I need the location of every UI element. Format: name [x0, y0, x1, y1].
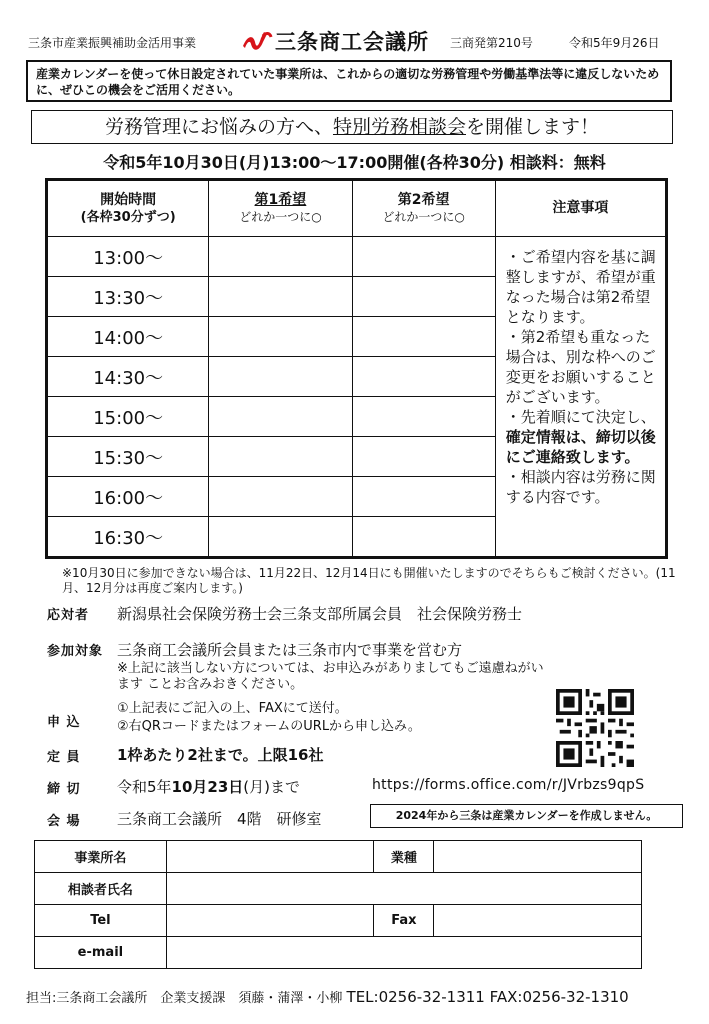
deadline-label: 締 切 — [47, 782, 81, 797]
slot-time: 16:00～ — [47, 477, 209, 517]
banner-suffix: を開催します！ — [466, 116, 600, 138]
banner-prefix: 労務管理にお悩みの方へ、 — [104, 116, 333, 138]
slot-time: 15:00～ — [47, 397, 209, 437]
document-date: 令和5年9月26日 — [569, 36, 660, 50]
notes-header: 注意事項 — [495, 180, 666, 237]
venue-value: 三条商工会議所 4階 研修室 — [117, 810, 322, 828]
capacity-value: 1枠あたり2社まで。上限16社 — [117, 746, 324, 764]
qr-code-icon[interactable] — [556, 689, 634, 767]
apply-method-fax: ①上記表にご記入の上、FAXにて送付。 — [117, 701, 348, 716]
slot-time: 14:00～ — [47, 317, 209, 357]
fax-field[interactable] — [434, 905, 642, 937]
company-name-label: 事業所名 — [35, 841, 167, 873]
banner-highlight: 特別労務相談会 — [332, 116, 466, 138]
application-form-url[interactable]: https://forms.office.com/r/JVrbzs9qpS — [372, 777, 645, 793]
second-choice-cell[interactable] — [352, 477, 495, 517]
second-choice-cell[interactable] — [352, 237, 495, 277]
slot-time: 13:30～ — [47, 277, 209, 317]
start-time-header: 開始時間 (各枠30分ずつ) — [47, 180, 209, 237]
event-banner — [31, 110, 673, 144]
email-field[interactable] — [166, 937, 641, 969]
second-choice-cell[interactable] — [352, 437, 495, 477]
note-2: ・第2希望も重なった場合は、別な枠へのご変更をお願いすることがございます。 — [505, 328, 656, 406]
second-choice-cell[interactable] — [352, 517, 495, 558]
notes-cell — [495, 237, 666, 558]
venue-label: 会 場 — [47, 814, 81, 829]
responder-label: 応対者 — [47, 608, 90, 623]
tel-label: Tel — [35, 905, 167, 937]
slot-time: 14:30～ — [47, 357, 209, 397]
first-choice-cell[interactable] — [209, 237, 352, 277]
notice-box: 産業カレンダーを使って休日設定されていた事業所は、これからの適切な労務管理や労働基準法等に違反しないために、ぜひこの機会をご活用ください。 — [26, 60, 672, 102]
contact-phone: TEL:0256-32-1311 FAX:0256-32-1310 — [346, 988, 629, 1006]
first-choice-cell[interactable] — [209, 437, 352, 477]
document-number: 三商発第210号 — [450, 36, 533, 50]
schedule-header-row — [47, 180, 667, 237]
apply-method-online: ②右QRコードまたはフォームのURLから申し込み。 — [117, 719, 421, 734]
note-3: ・先着順にて決定し、確定情報は、締切以後にご連絡致します。 — [505, 408, 656, 466]
responder-value: 新潟県社会保険労務士会三条支部所属会員 社会保険労務士 — [117, 605, 523, 623]
chamber-name: 三条商工会議所 — [275, 30, 429, 54]
second-choice-cell[interactable] — [352, 397, 495, 437]
slot-time: 16:30～ — [47, 517, 209, 558]
target-value: 三条商工会議所会員または三条市内で事業を営む方 — [117, 641, 463, 659]
person-name-label: 相談者氏名 — [35, 873, 167, 905]
target-note: ※上記に該当しない方については、お申込みがありましてもご遠慮ねがいます ことお含みおきください。 — [117, 661, 544, 692]
form-row-phone — [35, 905, 642, 937]
note-4: ・相談内容は労務に関する内容です。 — [505, 468, 656, 506]
alternate-dates-note: ※10月30日に参加できない場合は、11月22日、12月14日にも開催いたしますのでそちらもご検討ください。(11月、12月分は再度ご案内します。) — [62, 566, 676, 595]
first-choice-cell[interactable] — [209, 517, 352, 558]
tel-field[interactable] — [166, 905, 374, 937]
second-choice-cell[interactable] — [352, 357, 495, 397]
first-choice-cell[interactable] — [209, 317, 352, 357]
person-name-field[interactable] — [166, 873, 641, 905]
apply-label: 申 込 — [47, 715, 81, 730]
calendar-discontinued-note: 2024年から三条は産業カレンダーを作成しません。 — [370, 804, 683, 828]
target-label: 参加対象 — [47, 644, 104, 659]
first-choice-cell[interactable] — [209, 277, 352, 317]
program-name: 三条市産業振興補助金活用事業 — [28, 36, 197, 50]
company-name-field[interactable] — [166, 841, 374, 873]
second-choice-cell[interactable] — [352, 277, 495, 317]
second-choice-header: 第2希望 どれか一つに○ — [352, 180, 495, 237]
form-row-person — [35, 873, 642, 905]
first-choice-cell[interactable] — [209, 357, 352, 397]
industry-field[interactable] — [434, 841, 642, 873]
slot-row — [47, 237, 667, 277]
deadline-value: 令和5年10月23日(月)まで — [117, 778, 301, 796]
chamber-logo — [241, 26, 429, 56]
first-choice-cell[interactable] — [209, 397, 352, 437]
form-row-company — [35, 841, 642, 873]
fax-label: Fax — [374, 905, 434, 937]
slot-time: 13:00～ — [47, 237, 209, 277]
contact-footer — [26, 987, 629, 1006]
form-row-email — [35, 937, 642, 969]
note-1: ・ご希望内容を基に調整しますが、希望が重なった場合は第2希望となります。 — [505, 248, 656, 326]
application-form-table — [34, 840, 642, 969]
capacity-label: 定 員 — [47, 750, 81, 765]
event-date-headline: 令和5年10月30日(月)13:00～17:00開催(各枠30分) 相談料：無料 — [103, 153, 606, 172]
second-choice-cell[interactable] — [352, 317, 495, 357]
contact-person: 担当:三条商工会議所 企業支援課 須藤・蒲澤・小柳 — [26, 991, 343, 1006]
first-choice-header: 第1希望 どれか一つに○ — [209, 180, 352, 237]
industry-label: 業種 — [374, 841, 434, 873]
schedule-table — [45, 178, 668, 559]
slot-time: 15:30～ — [47, 437, 209, 477]
chamber-logo-icon — [241, 28, 273, 54]
email-label: e-mail — [35, 937, 167, 969]
first-choice-cell[interactable] — [209, 477, 352, 517]
